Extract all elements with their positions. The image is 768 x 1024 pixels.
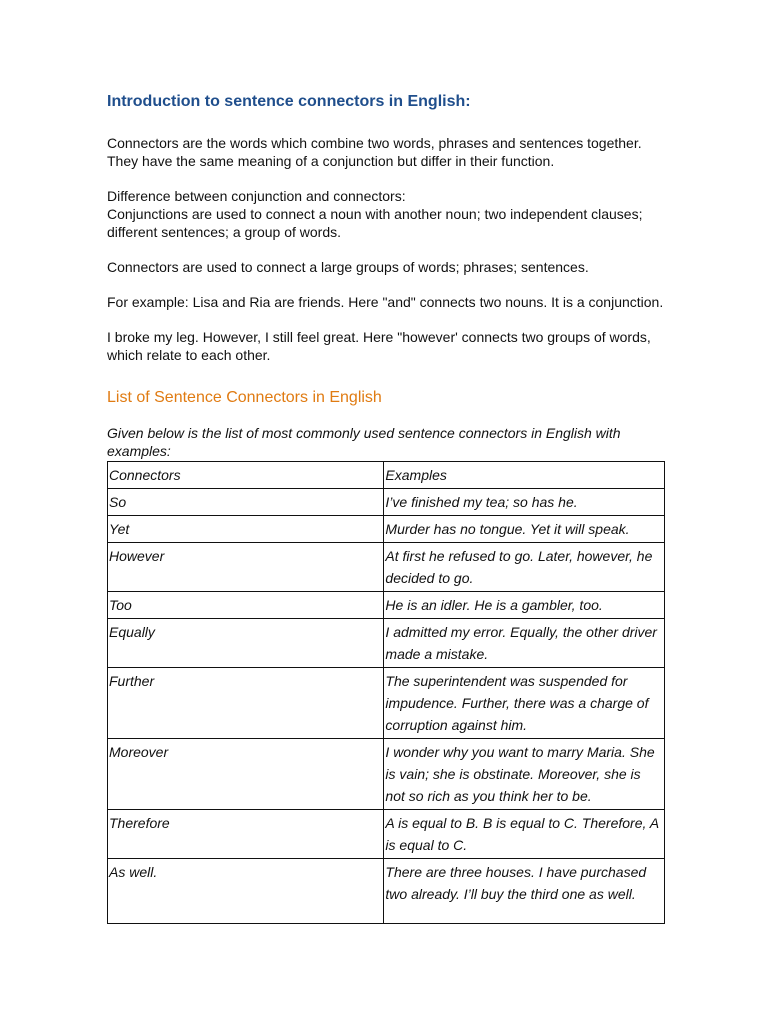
intro-paragraph: Connectors are the words which combine two words, phrases and sentences together. They have the same meaning of a conjunction but differ in their function.: [107, 135, 642, 169]
connector-cell: So: [108, 489, 384, 516]
table-row: [108, 489, 665, 516]
example-paragraph-1: For example: Lisa and Ria are friends. Here "and" connects two nouns. It is a conjunction.: [107, 294, 664, 310]
table-row: [108, 810, 665, 859]
table-row: [108, 859, 665, 924]
connector-cell: As well.: [108, 859, 384, 924]
connector-cell: Yet: [108, 516, 384, 543]
table-row: [108, 619, 665, 668]
header-connectors: Connectors: [108, 462, 384, 489]
list-heading: List of Sentence Connectors in English: [107, 389, 382, 406]
example-cell: I’ve finished my tea; so has he.: [384, 489, 665, 516]
difference-title: Difference between conjunction and connectors:: [107, 188, 406, 204]
example-cell: There are three houses. I have purchased two already. I’ll buy the third one as well.: [384, 859, 665, 924]
intro-heading: Introduction to sentence connectors in English:: [107, 93, 471, 110]
table-header-row: [108, 462, 665, 489]
conjunction-definition: Conjunctions are used to connect a noun with another noun; two independent clauses; different sentences; a group of words.: [107, 206, 643, 240]
example-paragraph-2: I broke my leg. However, I still feel great. Here "however' connects two groups of words, which relate to each other.: [107, 329, 651, 363]
table-row: [108, 516, 665, 543]
example-cell: I admitted my error. Equally, the other driver made a mistake.: [384, 619, 665, 668]
example-cell: The superintendent was suspended for impudence. Further, there was a charge of corruption against him.: [384, 668, 665, 739]
connector-cell: Moreover: [108, 739, 384, 810]
example-cell: He is an idler. He is a gambler, too.: [384, 592, 665, 619]
connector-definition: Connectors are used to connect a large groups of words; phrases; sentences.: [107, 259, 589, 275]
example-cell: A is equal to B. B is equal to C. Therefore, A is equal to C.: [384, 810, 665, 859]
document-page: [107, 92, 667, 924]
table-row: [108, 739, 665, 810]
example-cell: At first he refused to go. Later, however, he decided to go.: [384, 543, 665, 592]
connector-cell: Equally: [108, 619, 384, 668]
table-row: [108, 668, 665, 739]
connector-cell: Further: [108, 668, 384, 739]
connector-cell: Too: [108, 592, 384, 619]
example-cell: I wonder why you want to marry Maria. She is vain; she is obstinate. Moreover, she is not so rich as you think her to be.: [384, 739, 665, 810]
connector-cell: However: [108, 543, 384, 592]
table-row: [108, 592, 665, 619]
header-examples: Examples: [384, 462, 665, 489]
connectors-table: [107, 461, 665, 924]
example-cell: Murder has no tongue. Yet it will speak.: [384, 516, 665, 543]
table-row: [108, 543, 665, 592]
list-intro-text: Given below is the list of most commonly used sentence connectors in English with examples:: [107, 425, 621, 459]
connector-cell: Therefore: [108, 810, 384, 859]
